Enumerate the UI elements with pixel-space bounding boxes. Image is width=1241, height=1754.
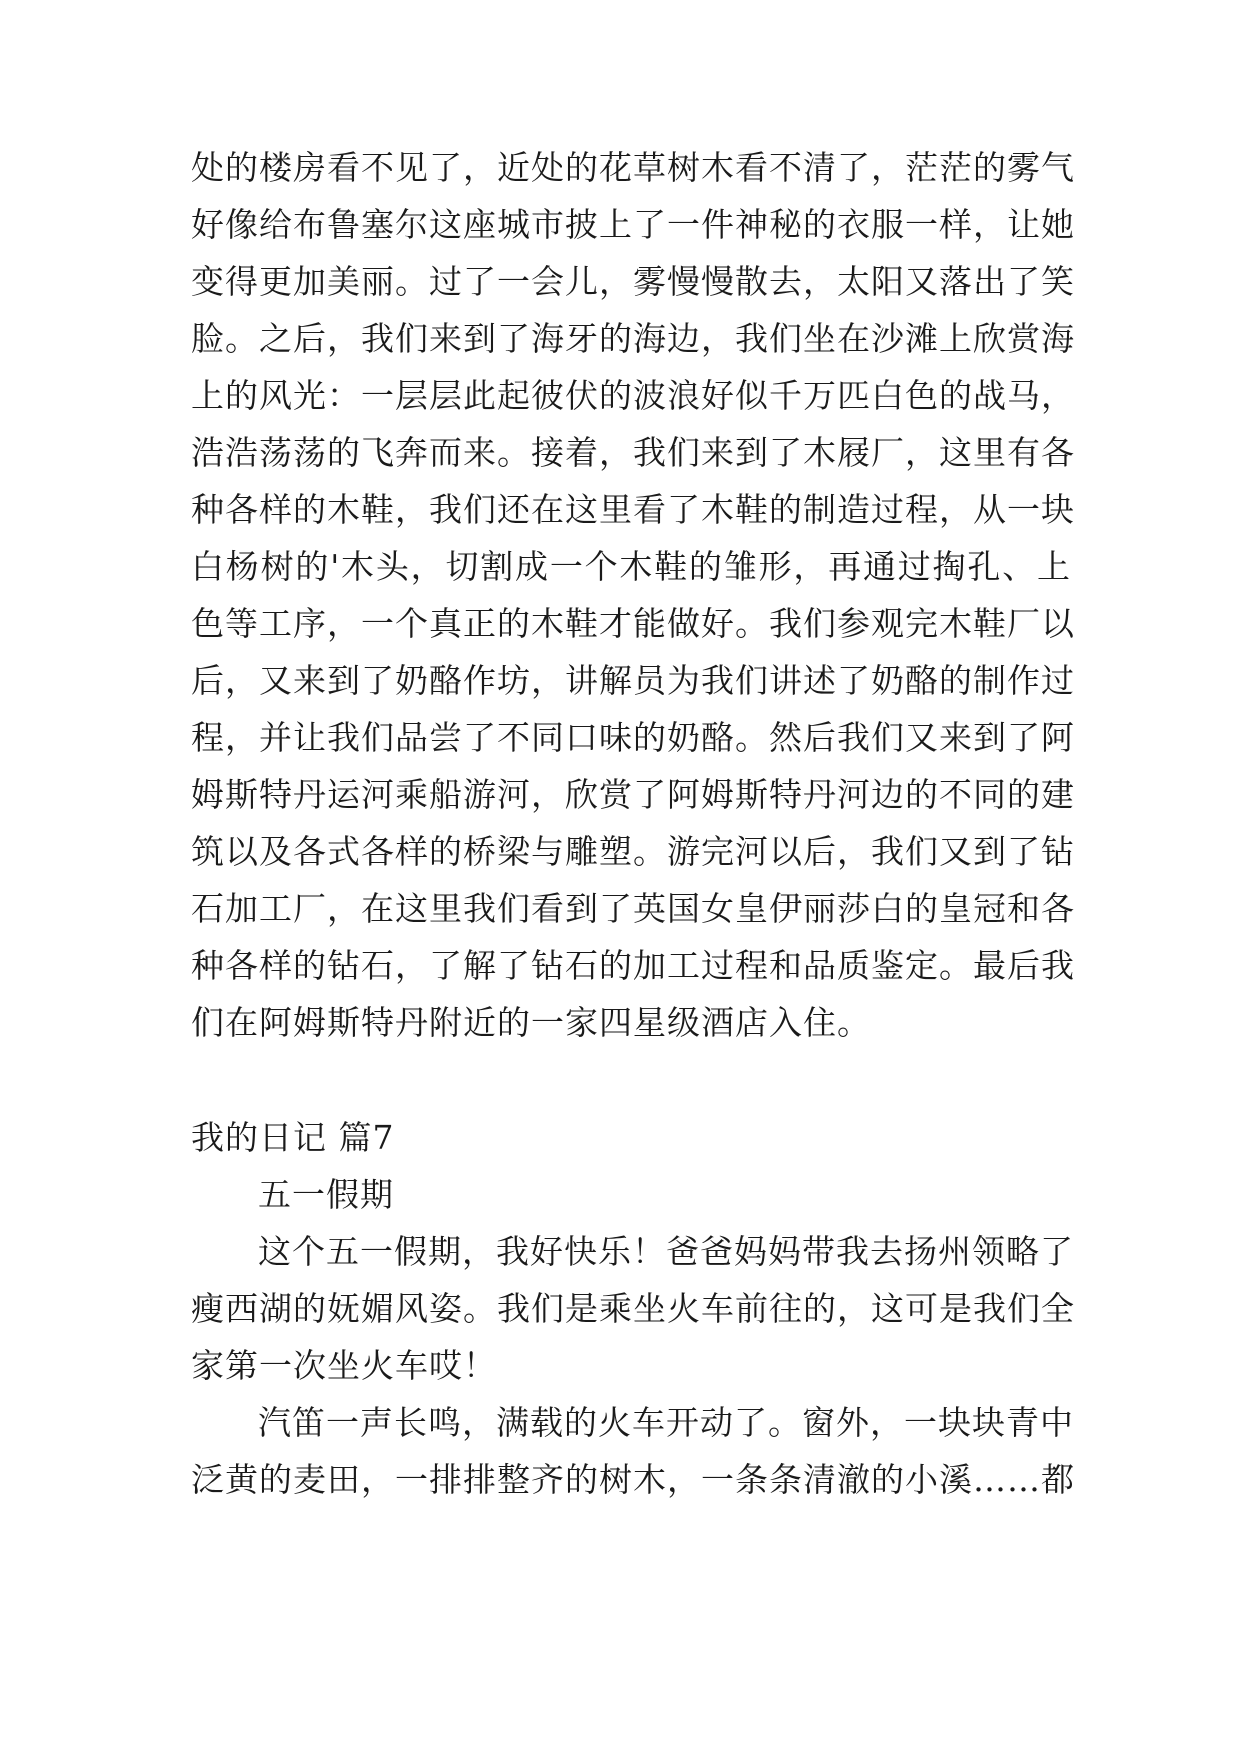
body-line: 脸。之后，我们来到了海牙的海边，我们坐在沙滩上欣赏海 — [191, 319, 1075, 358]
section-heading: 我的日记 篇7 — [191, 1118, 395, 1157]
body-line: 上的风光：一层层此起彼伏的波浪好似千万匹白色的战马， — [191, 376, 1075, 415]
body-line: 种各样的木鞋，我们还在这里看了木鞋的制造过程，从一块 — [191, 490, 1075, 529]
body-line: 变得更加美丽。过了一会儿，雾慢慢散去，太阳又落出了笑 — [191, 262, 1075, 301]
body-line: 程，并让我们品尝了不同口味的奶酪。然后我们又来到了阿 — [191, 718, 1075, 757]
body-line: 处的楼房看不见了，近处的花草树木看不清了，茫茫的雾气 — [191, 148, 1075, 187]
body-line: 们在阿姆斯特丹附近的一家四星级酒店入住。 — [191, 1003, 871, 1042]
paragraph-line: 泛黄的麦田，一排排整齐的树木，一条条清澈的小溪……都 — [191, 1460, 1075, 1499]
body-line: 姆斯特丹运河乘船游河，欣赏了阿姆斯特丹河边的不同的建 — [191, 775, 1075, 814]
body-line: 浩浩荡荡的飞奔而来。接着，我们来到了木屐厂，这里有各 — [191, 433, 1075, 472]
body-line: 白杨树的'木头，切割成一个木鞋的雏形，再通过掏孔、上 — [191, 547, 1071, 586]
paragraph-line: 这个五一假期，我好快乐！爸爸妈妈带我去扬州领略了 — [258, 1232, 1074, 1271]
body-line: 筑以及各式各样的桥梁与雕塑。游完河以后，我们又到了钻 — [191, 832, 1075, 871]
body-line: 色等工序，一个真正的木鞋才能做好。我们参观完木鞋厂以 — [191, 604, 1075, 643]
body-line: 石加工厂，在这里我们看到了英国女皇伊丽莎白的皇冠和各 — [191, 889, 1075, 928]
diary-title: 五一假期 — [258, 1175, 394, 1214]
paragraph-line: 瘦西湖的妩媚风姿。我们是乘坐火车前往的，这可是我们全 — [191, 1289, 1075, 1328]
body-line: 好像给布鲁塞尔这座城市披上了一件神秘的衣服一样，让她 — [191, 205, 1075, 244]
body-line: 种各样的钻石，了解了钻石的加工过程和品质鉴定。最后我 — [191, 946, 1075, 985]
body-line: 后，又来到了奶酪作坊，讲解员为我们讲述了奶酪的制作过 — [191, 661, 1075, 700]
paragraph-line: 家第一次坐火车哎！ — [191, 1346, 497, 1385]
paragraph-line: 汽笛一声长鸣，满载的火车开动了。窗外，一块块青中 — [258, 1403, 1074, 1442]
